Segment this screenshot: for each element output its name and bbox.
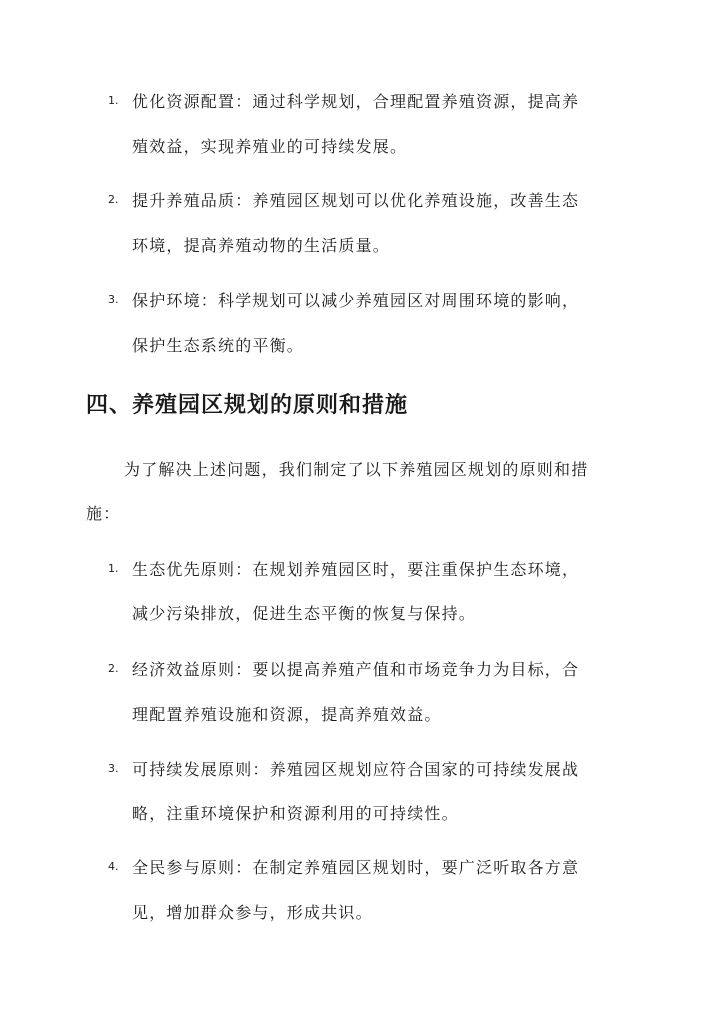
list-text-line: 优化资源配置：通过科学规划，合理配置养殖资源，提高养 bbox=[132, 92, 580, 111]
section-heading: 四、养殖园区规划的原则和措施 bbox=[86, 392, 409, 418]
list-number: 2. bbox=[108, 662, 119, 675]
list-number: 2. bbox=[108, 193, 119, 206]
list-text-line: 提升养殖品质：养殖园区规划可以优化养殖设施，改善生态 bbox=[132, 191, 580, 210]
list-number: 4. bbox=[108, 860, 119, 873]
list-text-line: 理配置养殖设施和资源，提高养殖效益。 bbox=[132, 705, 442, 724]
intro-paragraph-line: 施： bbox=[86, 504, 121, 523]
list-text-line: 保护环境：科学规划可以减少养殖园区对周围环境的影响， bbox=[132, 291, 580, 310]
list-text-line: 环境，提高养殖动物的生活质量。 bbox=[132, 236, 391, 255]
intro-paragraph-line: 为了解决上述问题，我们制定了以下养殖园区规划的原则和措 bbox=[124, 460, 589, 479]
list-text-line: 经济效益原则：要以提高养殖产值和市场竞争力为目标，合 bbox=[132, 660, 580, 679]
list-text-line: 略，注重环境保护和资源利用的可持续性。 bbox=[132, 804, 459, 823]
list-number: 1. bbox=[108, 94, 119, 107]
list-text-line: 见，增加群众参与，形成共识。 bbox=[132, 903, 373, 922]
list-text-line: 殖效益，实现养殖业的可持续发展。 bbox=[132, 137, 408, 156]
list-text-line: 减少污染排放，促进生态平衡的恢复与保持。 bbox=[132, 604, 477, 623]
list-text-line: 可持续发展原则：养殖园区规划应符合国家的可持续发展战 bbox=[132, 760, 580, 779]
list-number: 1. bbox=[108, 562, 119, 575]
list-text-line: 全民参与原则：在制定养殖园区规划时，要广泛听取各方意 bbox=[132, 858, 580, 877]
list-number: 3. bbox=[108, 293, 119, 306]
list-number: 3. bbox=[108, 762, 119, 775]
list-text-line: 生态优先原则：在规划养殖园区时，要注重保护生态环境， bbox=[132, 560, 580, 579]
list-text-line: 保护生态系统的平衡。 bbox=[132, 336, 305, 355]
